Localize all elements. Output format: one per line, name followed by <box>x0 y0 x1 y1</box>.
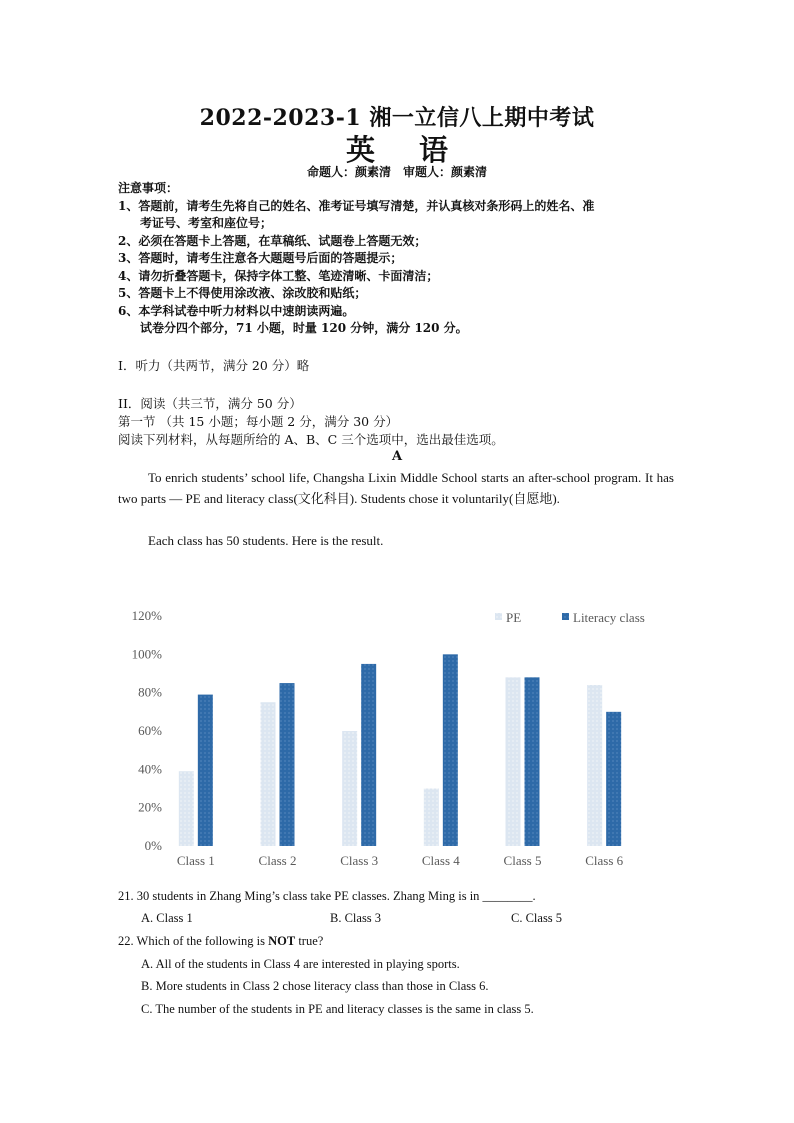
q21-option-b: B. Class 3 <box>330 911 382 925</box>
bar-chart <box>100 596 680 881</box>
subject-char: 英 <box>345 133 375 167</box>
bar-pe-2 <box>261 702 276 846</box>
bar-literacy-3 <box>361 664 376 846</box>
question-21-stem: 21. 30 students in Zhang Ming’s class take PE classes. Zhang Ming is in ________. <box>118 889 536 903</box>
y-tick-label: 0% <box>144 838 162 853</box>
section-listening: I．听力（共两节，满分 20 分）略 <box>118 358 310 373</box>
q22-stem-emphasis: NOT <box>268 934 296 948</box>
notes-block <box>118 180 678 338</box>
bar-pe-3 <box>342 731 357 846</box>
q22-option-b: B. More students in Class 2 chose literacy class than those in Class 6. <box>141 979 489 993</box>
note-item: 1、答题前，请考生先将自己的姓名、准考证号填写清楚，并认真核对条形码上的姓名、准 <box>118 198 595 213</box>
bar-literacy-6 <box>606 712 621 846</box>
bar-literacy-5 <box>525 677 540 846</box>
proposer-line: 命题人：颜素清 审题人：颜素清 <box>306 165 487 179</box>
q22-option-c: C. The number of the students in PE and literacy classes is the same in class 5. <box>141 1002 534 1016</box>
passage-paragraph: Each class has 50 students. Here is the result. <box>148 533 384 548</box>
section-reading-title: II．阅读（共三节，满分 50 分） <box>118 396 302 411</box>
y-tick-label: 120% <box>131 608 162 623</box>
bar-literacy-2 <box>280 683 295 846</box>
note-item: 试卷分四个部分，71 小题，时量 120 分钟，满分 120 分。 <box>140 321 468 335</box>
x-tick-label: Class 4 <box>421 853 460 868</box>
x-tick-label: Class 3 <box>340 853 379 868</box>
note-item: 4、请勿折叠答题卡，保持字体工整、笔迹清晰、卡面清洁； <box>118 268 439 283</box>
q21-option-c: C. Class 5 <box>511 911 563 925</box>
x-tick-label: Class 1 <box>176 853 215 868</box>
y-tick-label: 40% <box>138 761 162 777</box>
notes-heading: 注意事项： <box>118 181 179 195</box>
x-tick-label: Class 2 <box>258 853 297 868</box>
bar-literacy-1 <box>198 695 213 846</box>
passage-label: A <box>391 449 403 464</box>
legend-swatch <box>562 613 569 620</box>
y-tick-label: 80% <box>138 684 162 700</box>
bar-literacy-4 <box>443 654 458 846</box>
x-tick-label: Class 5 <box>503 853 542 868</box>
note-item: 3、答题时，请考生注意各大题题号后面的答题提示； <box>118 251 403 265</box>
q22-stem-suffix: true? <box>295 934 324 948</box>
legend-swatch <box>495 613 502 620</box>
passage-paragraph: To enrich students’ school life, Changsha Lixin Middle School starts an after-school program. It has two parts — PE and literacy class(文化科目). Students chose it voluntarily(自愿地). <box>118 470 674 506</box>
bar-pe-4 <box>424 789 439 847</box>
note-item: 6、本学科试卷中听力材料以中速朗读两遍。 <box>118 303 355 318</box>
exam-title: 2022-2023-1 湘一立信八上期中考试 <box>199 105 595 131</box>
y-tick-label: 60% <box>138 723 162 738</box>
bar-pe-1 <box>179 771 194 846</box>
part-one-heading: 第一节 （共 15 小题；每小题 2 分，满分 30 分） <box>118 414 399 429</box>
subject-char: 语 <box>419 133 449 167</box>
note-item: 考证号、考室和座位号； <box>140 216 273 230</box>
question-22-stem <box>118 934 323 949</box>
note-item: 5、答题卡上不得使用涂改液、涂改胶和贴纸； <box>118 286 367 300</box>
x-tick-label: Class 6 <box>585 853 624 868</box>
y-tick-label: 20% <box>138 799 162 815</box>
bar-pe-5 <box>506 677 521 846</box>
legend-label: PE <box>506 610 522 625</box>
y-tick-label: 100% <box>131 646 162 662</box>
q21-option-a: A. Class 1 <box>141 911 193 925</box>
q22-option-a: A. All of the students in Class 4 are interested in playing sports. <box>141 957 460 971</box>
legend-label: Literacy class <box>573 610 645 625</box>
reading-instruction: 阅读下列材料，从每题所给的 A、B、C 三个选项中，选出最佳选项。 <box>118 432 504 447</box>
bar-pe-6 <box>587 685 602 846</box>
q22-stem-prefix: 22. Which of the following is <box>118 934 269 948</box>
note-item: 2、必须在答题卡上答题，在草稿纸、试题卷上答题无效； <box>118 233 427 248</box>
